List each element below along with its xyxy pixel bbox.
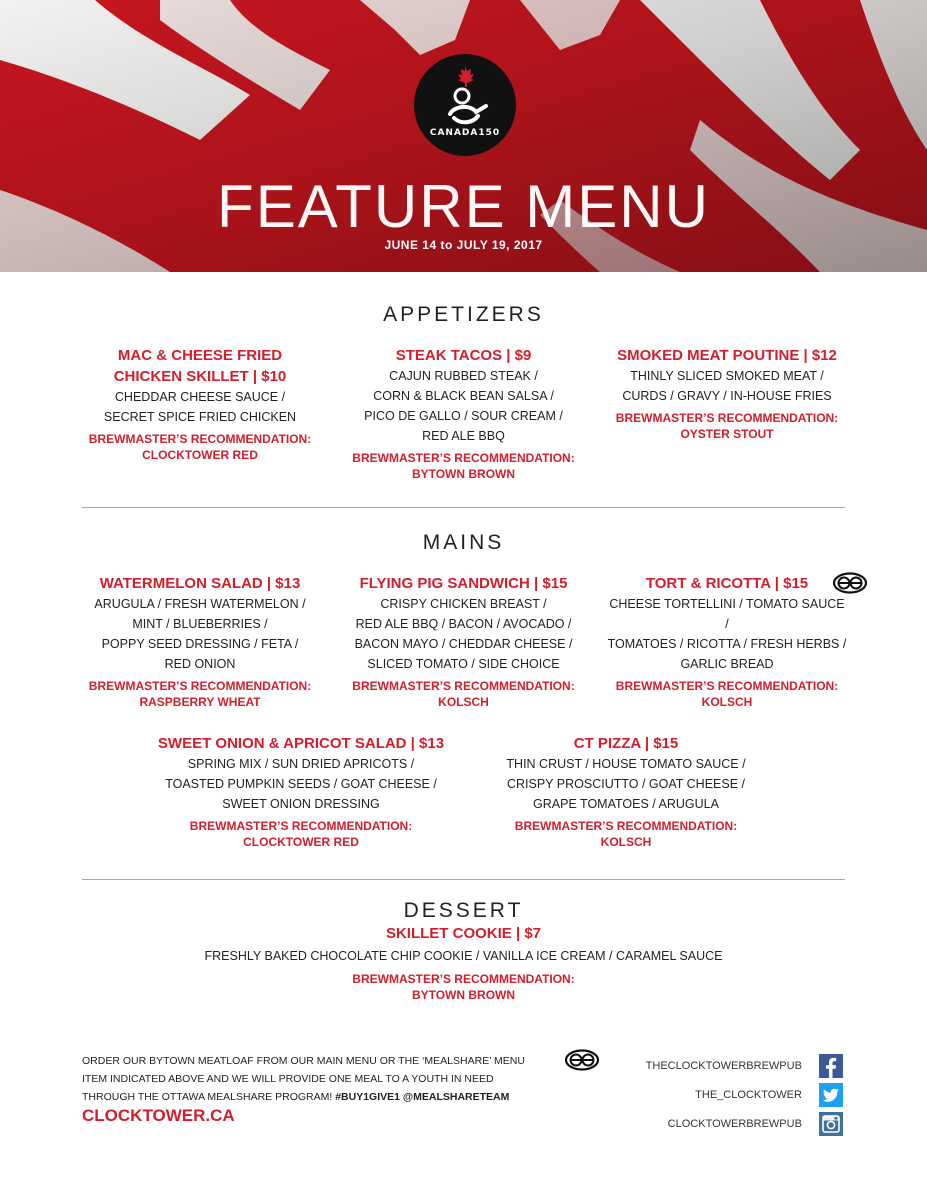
menu-item-sweet-onion-apricot-salad (140, 733, 462, 850)
item-desc-line: SWEET ONION DRESSING (222, 797, 380, 811)
menu-item-watermelon-salad (82, 573, 318, 710)
item-desc-line: SLICED TOMATO / SIDE CHOICE (367, 657, 560, 671)
social-label: CLOCKTOWERBREWPUB (667, 1118, 802, 1130)
item-name: FLYING PIG SANDWICH | $15 (359, 575, 568, 592)
hashtag-text: #BUY1GIVE1 @MEALSHARETEAM (335, 1091, 510, 1103)
item-desc-line: CRISPY CHICKEN BREAST / (380, 597, 547, 611)
item-name: MAC & CHEESE FRIED (117, 347, 283, 364)
brewmaster-rec-label: BREWMASTER’S RECOMMENDATION: (352, 679, 575, 693)
twitter-icon (819, 1083, 843, 1107)
item-desc-line: ARUGULA / FRESH WATERMELON / (94, 597, 306, 611)
brewmaster-rec-label: BREWMASTER’S RECOMMENDATION: (615, 679, 839, 693)
menu-item-tort-ricotta (606, 573, 848, 710)
brewmaster-rec-label: BREWMASTER’S RECOMMENDATION: (514, 819, 738, 833)
brewmaster-rec-value: KOLSCH (701, 695, 753, 709)
brewmaster-rec-value: RASPBERRY WHEAT (139, 695, 261, 709)
canada150-figure-icon (414, 54, 516, 156)
item-desc-line: TOASTED PUMPKIN SEEDS / GOAT CHEESE / (165, 777, 437, 791)
item-name: CT PIZZA | $15 (573, 735, 679, 752)
brewmaster-rec-label: BREWMASTER’S RECOMMENDATION: (189, 819, 413, 833)
social-label: THECLOCKTOWERBREWPUB (645, 1060, 802, 1072)
website-link[interactable]: CLOCKTOWER.CA (82, 1106, 235, 1125)
menu-item-mac-cheese (82, 345, 318, 463)
brewmaster-rec-label: BREWMASTER’S RECOMMENDATION: (88, 432, 312, 446)
mealshare-icon (832, 572, 868, 594)
brewmaster-rec-label: BREWMASTER’S RECOMMENDATION: (615, 411, 839, 425)
social-instagram[interactable] (668, 1112, 843, 1136)
item-desc-line: THIN CRUST / HOUSE TOMATO SAUCE / (506, 757, 746, 771)
social-facebook[interactable] (646, 1054, 843, 1078)
item-desc-line: RED ONION (164, 657, 236, 671)
section-title-dessert: DESSERT (403, 899, 524, 922)
canada150-logo (414, 54, 516, 156)
item-desc-line: THINLY SLICED SMOKED MEAT / (630, 369, 824, 383)
mealshare-icon (564, 1049, 600, 1071)
page-title-text: FEATURE MENU (217, 173, 710, 240)
menu-item-flying-pig-sandwich (345, 573, 582, 710)
item-name: WATERMELON SALAD | $13 (99, 575, 301, 592)
item-desc-line: GARLIC BREAD (680, 657, 774, 671)
item-desc-line: CORN & BLACK BEAN SALSA / (373, 389, 554, 403)
item-desc-line: MINT / BLUEBERRIES / (132, 617, 268, 631)
item-name: SKILLET COOKIE | $7 (385, 925, 542, 942)
item-desc-line: CAJUN RUBBED STEAK / (389, 369, 538, 383)
menu-item-ct-pizza (484, 733, 768, 850)
section-title-appetizers: APPETIZERS (383, 303, 544, 326)
notice-line: ITEM INDICATED ABOVE AND WE WILL PROVIDE ONE MEAL TO A YOUTH IN NEED (82, 1073, 494, 1085)
notice-line: ORDER OUR BYTOWN MEATLOAF FROM OUR MAIN MENU OR THE ‘MEALSHARE’ MENU (82, 1055, 525, 1067)
item-desc-line: CURDS / GRAVY / IN-HOUSE FRIES (622, 389, 832, 403)
brewmaster-rec-value: BYTOWN BROWN (411, 467, 516, 481)
facebook-icon (819, 1054, 843, 1078)
section-title-mains: MAINS (422, 531, 505, 554)
logo-text: CANADA150 (429, 128, 501, 138)
item-desc-line: CHEDDAR CHEESE SAUCE / (114, 390, 286, 404)
item-desc-line: PICO DE GALLO / SOUR CREAM / (364, 409, 563, 423)
item-desc-line: SECRET SPICE FRIED CHICKEN (103, 410, 297, 424)
item-desc-line: RED ALE BBQ (422, 429, 505, 443)
brewmaster-rec-value: KOLSCH (438, 695, 489, 709)
date-range: JUNE 14 to JULY 19, 2017 (384, 238, 543, 252)
item-desc-line: GRAPE TOMATOES / ARUGULA (533, 797, 719, 811)
item-desc-line: SPRING MIX / SUN DRIED APRICOTS / (187, 757, 415, 771)
instagram-icon (819, 1112, 843, 1136)
item-desc-line: POPPY SEED DRESSING / FETA / (101, 637, 299, 651)
item-desc-line: FRESHLY BAKED CHOCOLATE CHIP COOKIE / VANILLA ICE CREAM / CARAMEL SAUCE (204, 949, 723, 963)
mealshare-notice (82, 1052, 562, 1106)
section-divider (82, 507, 845, 508)
brewmaster-rec-value: BYTOWN BROWN (411, 988, 516, 1002)
item-desc-line: TOMATOES / RICOTTA / FRESH HERBS / (607, 637, 847, 651)
brewmaster-rec-value: CLOCKTOWER RED (243, 835, 359, 849)
brewmaster-rec-value: KOLSCH (600, 835, 652, 849)
menu-item-smoked-meat-poutine (606, 345, 848, 442)
section-divider (82, 879, 845, 880)
item-desc-line: CHEESE TORTELLINI / TOMATO SAUCE / (609, 597, 845, 631)
social-label: THE_CLOCKTOWER (695, 1089, 802, 1101)
notice-line-text: THROUGH THE OTTAWA MEALSHARE PROGRAM! (82, 1091, 333, 1103)
menu-item-skillet-cookie (82, 923, 845, 1003)
notice-line (82, 1088, 562, 1106)
brewmaster-rec-value: OYSTER STOUT (680, 427, 774, 441)
item-name: TORT & RICOTTA | $15 (645, 575, 809, 592)
page-title (0, 172, 927, 241)
item-name: SWEET ONION & APRICOT SALAD | $13 (157, 735, 445, 752)
item-name-cont: CHICKEN SKILLET | $10 (113, 368, 287, 385)
menu-item-steak-tacos (345, 345, 582, 482)
item-desc-line: RED ALE BBQ / BACON / AVOCADO / (355, 617, 572, 631)
item-name: SMOKED MEAT POUTINE | $12 (617, 347, 837, 364)
item-name: STEAK TACOS | $9 (395, 347, 532, 364)
brewmaster-rec-label: BREWMASTER’S RECOMMENDATION: (352, 972, 575, 986)
item-desc-line: BACON MAYO / CHEDDAR CHEESE / (354, 637, 573, 651)
social-twitter[interactable] (695, 1083, 843, 1107)
brewmaster-rec-value: CLOCKTOWER RED (142, 448, 258, 462)
brewmaster-rec-label: BREWMASTER’S RECOMMENDATION: (88, 679, 312, 693)
brewmaster-rec-label: BREWMASTER’S RECOMMENDATION: (352, 451, 575, 465)
item-desc-line: CRISPY PROSCIUTTO / GOAT CHEESE / (506, 777, 745, 791)
hero-banner (0, 0, 927, 272)
